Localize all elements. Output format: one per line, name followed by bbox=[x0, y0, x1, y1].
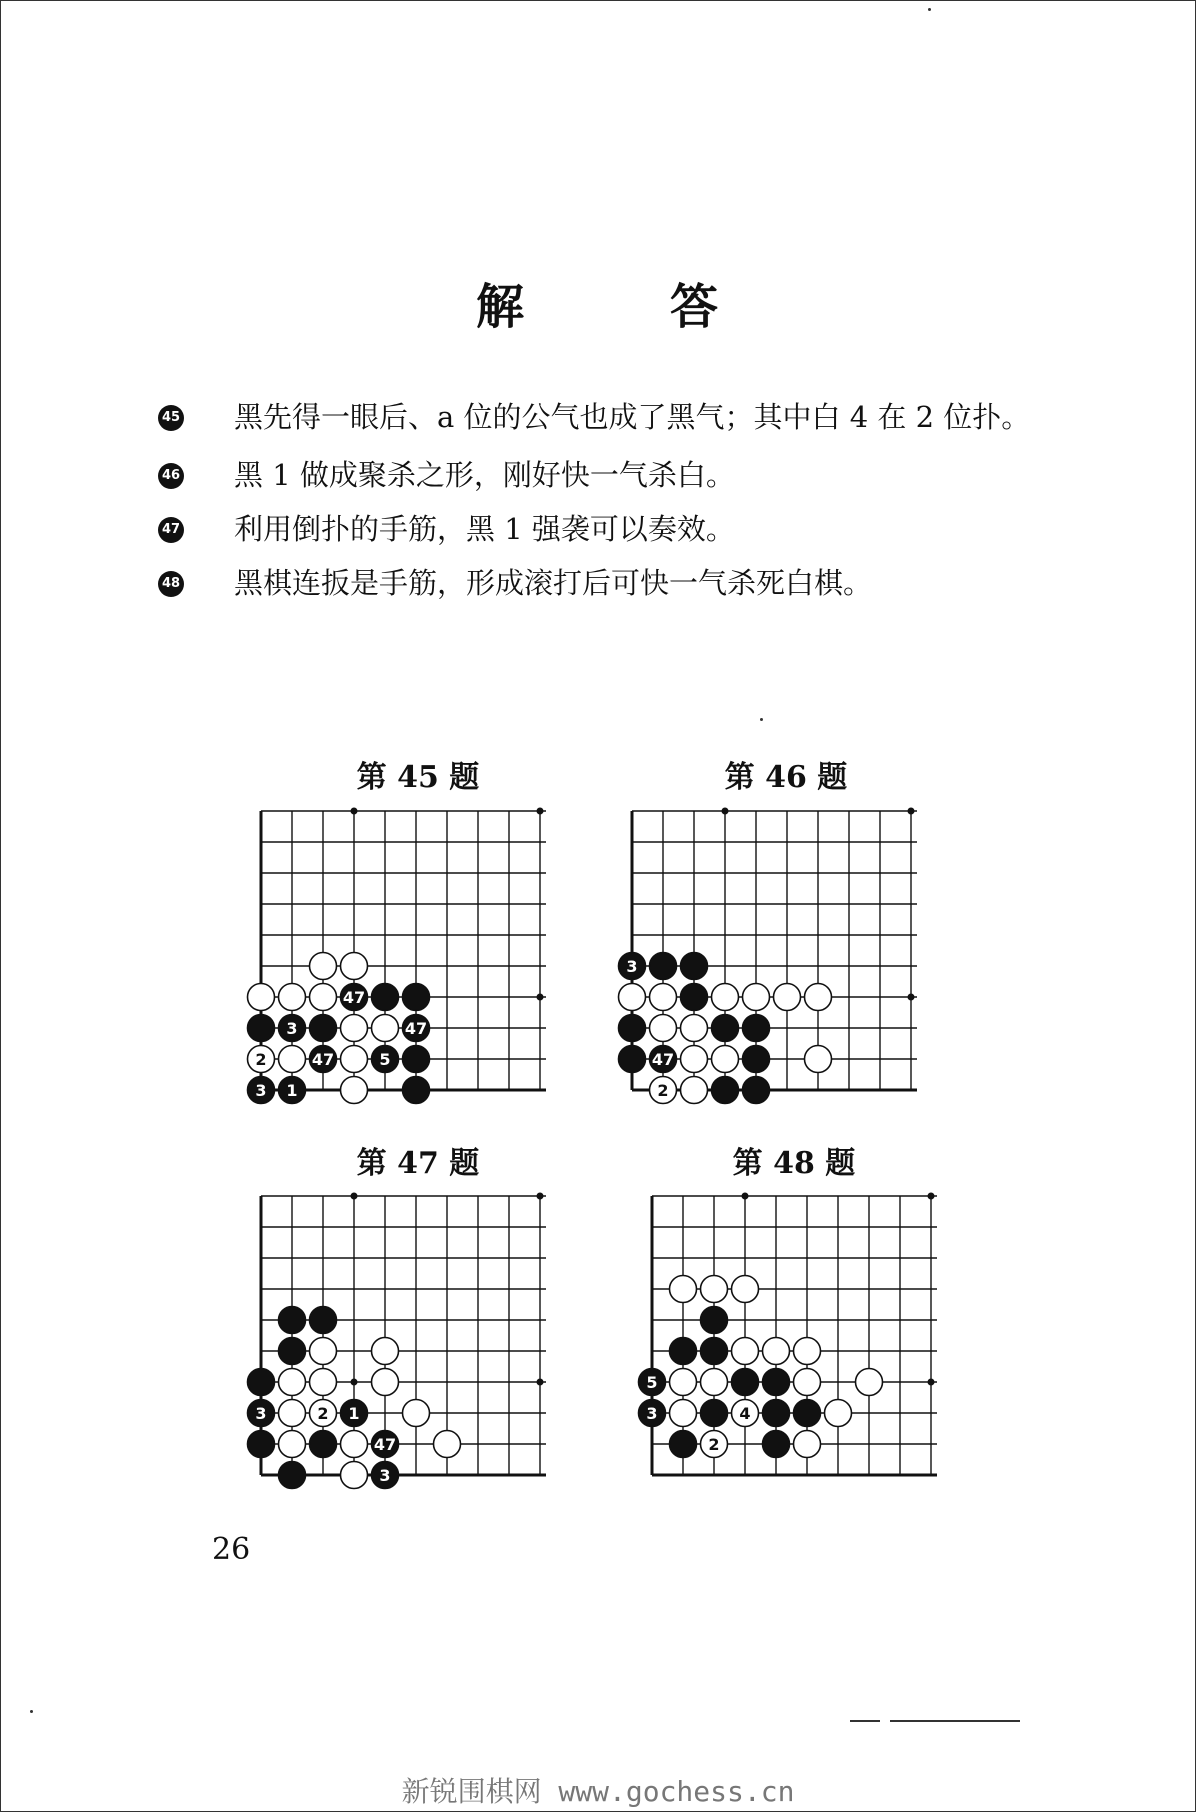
black-stone bbox=[403, 1046, 430, 1073]
black-stone bbox=[372, 984, 399, 1011]
answer-number-badge: 48 bbox=[158, 571, 184, 597]
white-stone bbox=[310, 1369, 337, 1396]
title-char-1: 解 bbox=[475, 279, 526, 335]
stone-move-number: 47 bbox=[651, 1050, 675, 1069]
stone-move-number: 3 bbox=[646, 1404, 658, 1423]
white-stone bbox=[732, 1338, 759, 1365]
problem-46-title: 第 46 题 bbox=[724, 760, 848, 795]
white-stone bbox=[341, 1077, 368, 1104]
scan-speck bbox=[30, 1710, 33, 1713]
star-point bbox=[908, 808, 915, 815]
white-stone bbox=[805, 984, 832, 1011]
black-stone bbox=[650, 953, 677, 980]
white-stone bbox=[825, 1400, 852, 1427]
black-stone bbox=[279, 1462, 306, 1489]
white-stone bbox=[794, 1338, 821, 1365]
stone-move-number: 3 bbox=[255, 1081, 267, 1100]
white-stone bbox=[248, 984, 275, 1011]
white-stone bbox=[670, 1276, 697, 1303]
star-point bbox=[537, 808, 544, 815]
page-number: 26 bbox=[212, 1532, 251, 1567]
stone-move-number: 5 bbox=[379, 1050, 391, 1069]
star-point bbox=[928, 1193, 935, 1200]
stone-move-number: 47 bbox=[373, 1435, 397, 1454]
stone-move-number: 3 bbox=[255, 1404, 267, 1423]
white-stone bbox=[434, 1431, 461, 1458]
black-stone bbox=[681, 953, 708, 980]
answer-number-badge: 47 bbox=[158, 517, 184, 543]
answer-number-badge: 46 bbox=[158, 463, 184, 489]
problem-47-title: 第 47 题 bbox=[356, 1146, 480, 1181]
white-stone bbox=[774, 984, 801, 1011]
black-stone bbox=[248, 1015, 275, 1042]
white-stone bbox=[341, 1015, 368, 1042]
stone-move-number: 2 bbox=[657, 1081, 669, 1100]
stone-move-number: 2 bbox=[317, 1404, 329, 1423]
white-stone bbox=[732, 1276, 759, 1303]
stone-move-number: 3 bbox=[626, 957, 638, 976]
star-point bbox=[928, 1379, 935, 1386]
black-stone bbox=[701, 1338, 728, 1365]
problem-45-board bbox=[245, 795, 571, 1125]
white-stone bbox=[341, 953, 368, 980]
answer-number-badge: 45 bbox=[158, 405, 184, 431]
answer-48 bbox=[158, 559, 1038, 607]
white-stone bbox=[670, 1400, 697, 1427]
white-stone bbox=[310, 1338, 337, 1365]
white-stone bbox=[743, 984, 770, 1011]
stone-move-number: 5 bbox=[646, 1373, 658, 1392]
star-point bbox=[742, 1193, 749, 1200]
white-stone bbox=[712, 984, 739, 1011]
stone-move-number: 2 bbox=[255, 1050, 267, 1069]
answer-46 bbox=[158, 451, 1038, 499]
stone-move-number: 3 bbox=[379, 1466, 391, 1485]
star-point bbox=[722, 808, 729, 815]
white-stone bbox=[794, 1431, 821, 1458]
answer-text: 黑 1 做成聚杀之形，刚好快一气杀白。 bbox=[234, 458, 735, 492]
stone-move-number: 47 bbox=[311, 1050, 335, 1069]
black-stone bbox=[403, 1077, 430, 1104]
answer-text: 利用倒扑的手筋，黑 1 强袭可以奏效。 bbox=[234, 512, 735, 546]
white-stone bbox=[341, 1431, 368, 1458]
black-stone bbox=[279, 1307, 306, 1334]
white-stone bbox=[372, 1015, 399, 1042]
black-stone bbox=[712, 1077, 739, 1104]
black-stone bbox=[763, 1400, 790, 1427]
white-stone bbox=[279, 1046, 306, 1073]
stone-move-number: 3 bbox=[286, 1019, 298, 1038]
black-stone bbox=[619, 1015, 646, 1042]
white-stone bbox=[279, 1369, 306, 1396]
star-point bbox=[537, 1193, 544, 1200]
footer-line bbox=[850, 1720, 880, 1722]
white-stone bbox=[701, 1276, 728, 1303]
white-stone bbox=[701, 1369, 728, 1396]
title-char-2: 答 bbox=[670, 279, 721, 335]
black-stone bbox=[763, 1431, 790, 1458]
answer-45 bbox=[158, 393, 1038, 441]
stone-move-number: 47 bbox=[342, 988, 366, 1007]
white-stone bbox=[681, 1015, 708, 1042]
footer-line bbox=[890, 1720, 1020, 1722]
star-point bbox=[537, 1379, 544, 1386]
black-stone bbox=[310, 1431, 337, 1458]
white-stone bbox=[279, 1400, 306, 1427]
problem-45-title: 第 45 题 bbox=[356, 760, 480, 795]
black-stone bbox=[248, 1431, 275, 1458]
white-stone bbox=[279, 1431, 306, 1458]
black-stone bbox=[763, 1369, 790, 1396]
white-stone bbox=[619, 984, 646, 1011]
white-stone bbox=[805, 1046, 832, 1073]
problem-48-title: 第 48 题 bbox=[732, 1146, 856, 1181]
white-stone bbox=[341, 1046, 368, 1073]
black-stone bbox=[701, 1400, 728, 1427]
black-stone bbox=[310, 1307, 337, 1334]
white-stone bbox=[279, 984, 306, 1011]
black-stone bbox=[670, 1338, 697, 1365]
problem-46-board bbox=[616, 795, 942, 1125]
white-stone bbox=[372, 1338, 399, 1365]
white-stone bbox=[310, 953, 337, 980]
stone-move-number: 4 bbox=[739, 1404, 751, 1423]
answer-text: 黑先得一眼后、a 位的公气也成了黑气；其中白 4 在 2 位扑。 bbox=[234, 400, 1031, 434]
watermark: 新锐围棋网 www.gochess.cn bbox=[401, 1775, 795, 1808]
black-stone bbox=[310, 1015, 337, 1042]
scan-speck bbox=[928, 8, 931, 11]
stone-move-number: 1 bbox=[348, 1404, 360, 1423]
scan-speck bbox=[760, 718, 763, 721]
page-title bbox=[0, 268, 1196, 337]
black-stone bbox=[732, 1369, 759, 1396]
answer-text: 黑棋连扳是手筋，形成滚打后可快一气杀死白棋。 bbox=[234, 566, 873, 600]
white-stone bbox=[856, 1369, 883, 1396]
black-stone bbox=[712, 1015, 739, 1042]
white-stone bbox=[310, 984, 337, 1011]
black-stone bbox=[403, 984, 430, 1011]
black-stone bbox=[743, 1077, 770, 1104]
star-point bbox=[908, 994, 915, 1001]
star-point bbox=[351, 808, 358, 815]
black-stone bbox=[681, 984, 708, 1011]
black-stone bbox=[619, 1046, 646, 1073]
black-stone bbox=[743, 1015, 770, 1042]
star-point bbox=[537, 994, 544, 1001]
white-stone bbox=[794, 1369, 821, 1396]
white-stone bbox=[670, 1369, 697, 1396]
star-point bbox=[351, 1193, 358, 1200]
white-stone bbox=[650, 984, 677, 1011]
stone-move-number: 47 bbox=[404, 1019, 428, 1038]
star-point bbox=[351, 1379, 358, 1386]
white-stone bbox=[372, 1369, 399, 1396]
black-stone bbox=[279, 1338, 306, 1365]
answer-47 bbox=[158, 505, 1038, 553]
problem-48-board bbox=[636, 1180, 962, 1510]
black-stone bbox=[670, 1431, 697, 1458]
stone-move-number: 2 bbox=[708, 1435, 720, 1454]
stone-move-number: 1 bbox=[286, 1081, 298, 1100]
white-stone bbox=[763, 1338, 790, 1365]
white-stone bbox=[681, 1046, 708, 1073]
problem-47-board bbox=[245, 1180, 571, 1510]
white-stone bbox=[712, 1046, 739, 1073]
black-stone bbox=[701, 1307, 728, 1334]
white-stone bbox=[650, 1015, 677, 1042]
black-stone bbox=[794, 1400, 821, 1427]
white-stone bbox=[341, 1462, 368, 1489]
black-stone bbox=[743, 1046, 770, 1073]
answer-list bbox=[158, 393, 1038, 607]
black-stone bbox=[248, 1369, 275, 1396]
white-stone bbox=[403, 1400, 430, 1427]
white-stone bbox=[681, 1077, 708, 1104]
